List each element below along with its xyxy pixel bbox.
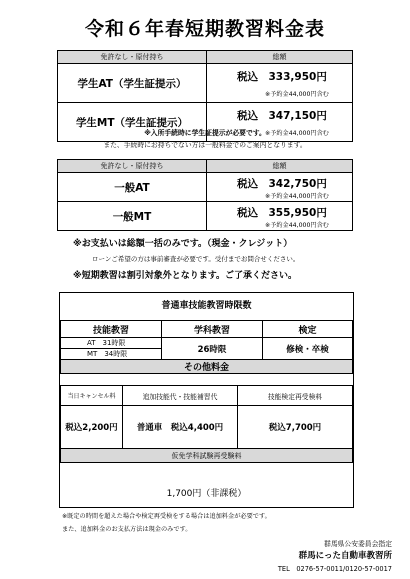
other-fees-table xyxy=(60,385,353,463)
test-header: 検定 xyxy=(263,321,353,338)
provisional-retest-title: 仮免学科試験再受験料 xyxy=(61,449,353,463)
deposit-note: ※予約金44,000円含む xyxy=(265,91,329,98)
discount-note: ※短期教習は割引対象外となります。ご了承ください。 xyxy=(73,271,298,281)
other-fees-title: その他料金 xyxy=(61,360,353,374)
retest-fee-header: 技能検定再受検料 xyxy=(238,386,353,406)
extra-lesson-header: 追加技能代・技能補習代 xyxy=(123,386,238,406)
academic-hours: 26時限 xyxy=(162,338,263,360)
plan-name: 一般AT xyxy=(58,173,207,202)
header-left: 免許なし・原付持ち xyxy=(58,160,207,173)
extra-lesson-fee: 普通車 税込4,400円 xyxy=(123,406,238,449)
footer-note-2: また、追加料金のお支払方法は現金のみです。 xyxy=(62,526,192,533)
deposit-note: ※予約金44,000円含む xyxy=(265,130,329,137)
price-cell xyxy=(207,64,353,103)
hours-table xyxy=(60,320,353,374)
academic-header: 学科教習 xyxy=(162,321,263,338)
deposit-note: ※予約金44,000円含む xyxy=(265,193,329,200)
deposit-note: ※予約金44,000円含む xyxy=(265,222,329,229)
page-title: 令和６年春短期教習料金表 xyxy=(84,18,325,40)
skill-header: 技能教習 xyxy=(61,321,162,338)
student-id-note: ※入所手続時に学生証提示が必要です。 xyxy=(144,129,266,137)
payment-note: ※お支払いは総額一括のみです。（現金・クレジット） xyxy=(73,239,293,249)
plan-name: 学生MT（学生証提示） xyxy=(58,103,207,142)
price: 税込 342,750円 xyxy=(237,178,327,190)
footer-note-1: ※既定の時間を超えた場合や検定再受検をする場合は追加料金が必要です。 xyxy=(62,513,271,520)
cancel-fee: 税込2,200円 xyxy=(61,406,123,449)
cancel-fee-header: 当日キャンセル料 xyxy=(61,386,123,406)
authority-label: 群馬県公安委員会指定 xyxy=(324,540,392,548)
price: 税込 333,950円 xyxy=(237,71,327,83)
telephone: TEL 0276-57-0011/0120-57-0017 xyxy=(277,565,392,573)
header-right: 総額 xyxy=(207,51,353,64)
student-id-note-2: また、手続時にお持ちでない方は一般料金でのご案内となります。 xyxy=(103,141,307,149)
loan-note: ローンご希望の方は事前審査が必要です。受付までお問合せください。 xyxy=(92,255,300,263)
school-name: 群馬にった自動車教習所 xyxy=(298,551,392,561)
plan-name: 学生AT（学生証提示） xyxy=(58,64,207,103)
test-types: 修検・卒検 xyxy=(263,338,353,360)
price-cell xyxy=(207,202,353,231)
general-price-table xyxy=(57,159,353,231)
price-cell xyxy=(207,173,353,202)
provisional-retest-fee: 1,700円（非課税） xyxy=(166,489,247,499)
header-left: 免許なし・原付持ち xyxy=(58,51,207,64)
at-hours: AT 31時限 xyxy=(61,338,162,349)
hours-title: 普通車技能教習時限数 xyxy=(161,301,252,311)
mt-hours: MT 34時限 xyxy=(61,349,162,360)
header-right: 総額 xyxy=(207,160,353,173)
retest-fee: 税込7,700円 xyxy=(238,406,353,449)
price: 税込 347,150円 xyxy=(237,110,327,122)
price: 税込 355,950円 xyxy=(237,207,327,219)
plan-name: 一般MT xyxy=(58,202,207,231)
